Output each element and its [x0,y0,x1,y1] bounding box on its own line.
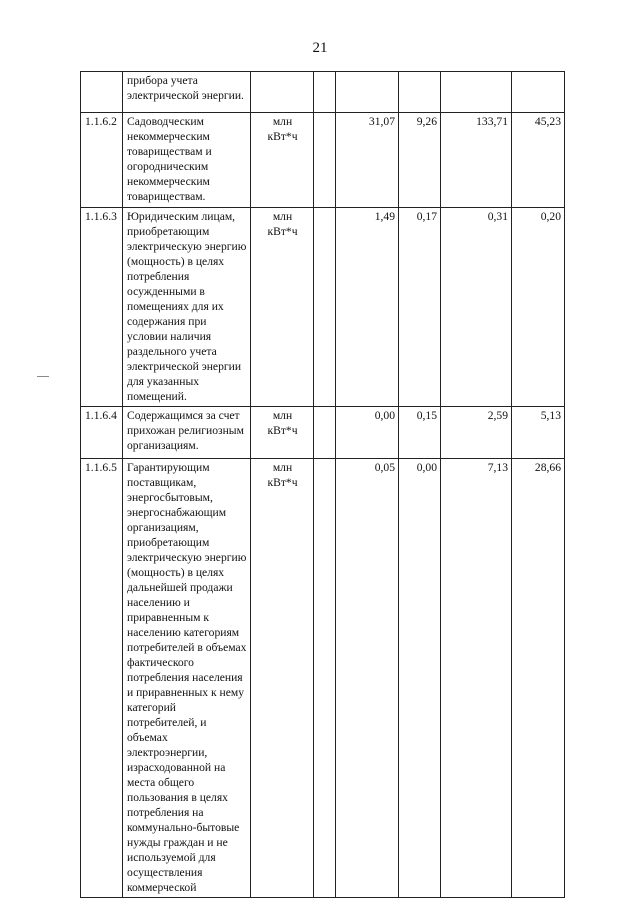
row-number: 1.1.6.4 [81,407,123,459]
row-col5: 31,07 [336,113,399,208]
row-col5 [336,72,399,113]
row-col8: 0,20 [512,208,565,407]
row-description: прибора учета электрической энергии. [123,72,251,113]
row-description: Гарантирующим поставщикам, энергосбытовым, энергоснабжающим организациям, приобретающим электрическую энергию (мощность) в целях дальнейшей продажи населению и приравненным к населению категориям потребителей в объемах фактического потребления населения и приравненных к нему категорий потребителей, и объемах электроэнергии, израсходованной на места общего пользования в целях потребления на коммунально-бытовые нужды граждан и не используемой для осуществления коммерческой [123,459,251,898]
row-unit: млн кВт*ч [251,208,314,407]
row-number [81,72,123,113]
row-col5: 1,49 [336,208,399,407]
row-col5: 0,00 [336,407,399,459]
table-row [81,459,565,898]
row-unit: млн кВт*ч [251,459,314,898]
row-col6: 9,26 [399,113,441,208]
row-col7: 0,31 [441,208,512,407]
row-col7: 133,71 [441,113,512,208]
row-col6: 0,17 [399,208,441,407]
row-col7 [441,72,512,113]
row-col8: 5,13 [512,407,565,459]
margin-mark [37,376,49,377]
row-number: 1.1.6.3 [81,208,123,407]
row-col7: 7,13 [441,459,512,898]
page-number: 21 [312,40,328,56]
row-col4 [314,113,336,208]
row-col4 [314,459,336,898]
row-description: Содержащимся за счет прихожан религиозным организациям. [123,407,251,459]
row-unit: млн кВт*ч [251,113,314,208]
row-col8: 28,66 [512,459,565,898]
row-number: 1.1.6.5 [81,459,123,898]
row-unit: млн кВт*ч [251,407,314,459]
row-col4 [314,208,336,407]
table-row [81,72,565,113]
row-col8 [512,72,565,113]
tariff-table [80,71,565,898]
row-unit [251,72,314,113]
row-col8: 45,23 [512,113,565,208]
row-description: Садоводческим некоммерческим товариществам и огородническим некоммерческим товариществам. [123,113,251,208]
row-col5: 0,05 [336,459,399,898]
row-col4 [314,72,336,113]
row-col6: 0,00 [399,459,441,898]
table-row [81,208,565,407]
row-col6 [399,72,441,113]
table-row [81,407,565,459]
table-row [81,113,565,208]
row-number: 1.1.6.2 [81,113,123,208]
row-col4 [314,407,336,459]
row-col7: 2,59 [441,407,512,459]
row-col6: 0,15 [399,407,441,459]
row-description: Юридическим лицам, приобретающим электрическую энергию (мощность) в целях потребления осужденными в помещениях для их содержания при условии наличия раздельного учета электрической энергии для указанных помещений. [123,208,251,407]
